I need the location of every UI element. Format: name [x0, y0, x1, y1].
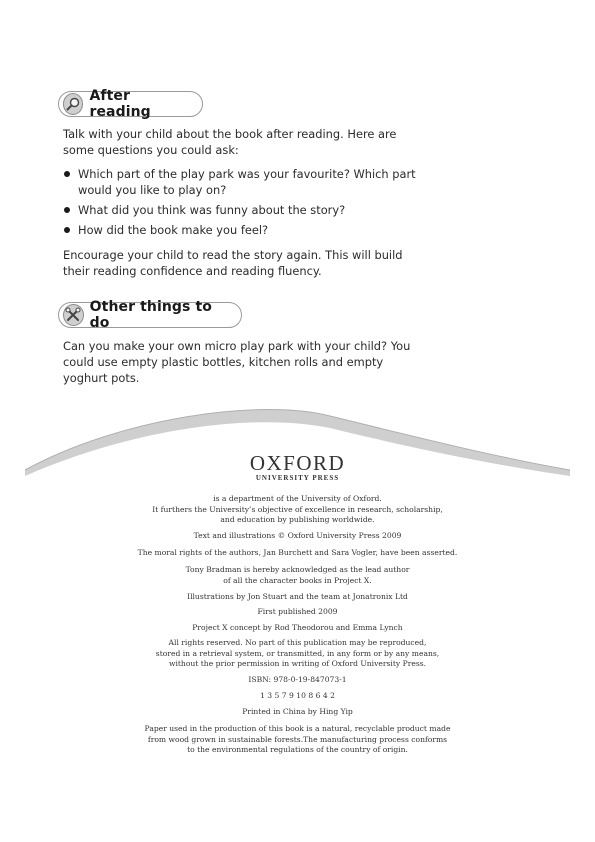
- imprint-text: 1 3 5 7 9 10 8 6 4 2: [260, 691, 335, 700]
- imprint-text: ISBN: 978-0-19-847073-1: [248, 675, 347, 684]
- after-reading-intro: Talk with your child about the book after reading. Here are some questions you could ask:: [63, 127, 397, 157]
- imprint-text: Project X concept by Rod Theodorou and Emma Lynch: [192, 623, 403, 632]
- imprint-text: is a department of the University of Oxford. It furthers the University’s objective of excellence in research, scholarship, and education by publishing worldwide.: [152, 494, 443, 525]
- question-item: What did you think was funny about the story?: [63, 202, 423, 218]
- magnifier-icon: [63, 93, 83, 115]
- other-things-heading: [58, 299, 242, 331]
- encourage-paragraph: Encourage your child to read the story again. This will build their reading confidence and reading fluency.: [63, 248, 403, 278]
- imprint-text: Tony Bradman is hereby acknowledged as the lead author of all the character books in Project X.: [185, 565, 410, 585]
- imprint-text: Illustrations by Jon Stuart and the team at Jonatronix Ltd: [187, 592, 408, 601]
- imprint-text: First published 2009: [257, 607, 338, 616]
- after-reading-title: After reading: [89, 88, 151, 120]
- question-list: [63, 166, 423, 242]
- question-item: How did the book make you feel?: [63, 222, 423, 238]
- publisher-logo-subtitle: UNIVERSITY PRESS: [255, 474, 340, 482]
- imprint-text: Printed in China by Hing Yip: [242, 707, 353, 716]
- other-things-paragraph: Can you make your own micro play park with your child? You could use empty plastic bottles, kitchen rolls and empty yoghurt pots.: [63, 339, 411, 385]
- imprint-text: All rights reserved. No part of this publication may be reproduced, stored in a retrieval system, or transmitted, in any form or by any means, without the prior permission in writing of Oxford University Press.: [155, 638, 440, 669]
- other-things-title: Other things to do: [89, 299, 212, 331]
- publisher-logo: OXFORD: [249, 451, 346, 475]
- question-item: Which part of the play park was your favourite? Which part would you like to play on?: [63, 166, 423, 198]
- imprint-text: Text and illustrations © Oxford University Press 2009: [193, 531, 402, 540]
- tools-icon: [63, 304, 84, 326]
- decorative-wave: [0, 400, 595, 500]
- imprint-text: The moral rights of the authors, Jan Burchett and Sara Vogler, have been asserted.: [137, 548, 458, 557]
- imprint-text: Paper used in the production of this book is a natural, recyclable product made from wood grown in sustainable forests.The manufacturing process conforms to the environmental regulations of the country of origin.: [144, 724, 451, 755]
- after-reading-heading: [58, 88, 203, 120]
